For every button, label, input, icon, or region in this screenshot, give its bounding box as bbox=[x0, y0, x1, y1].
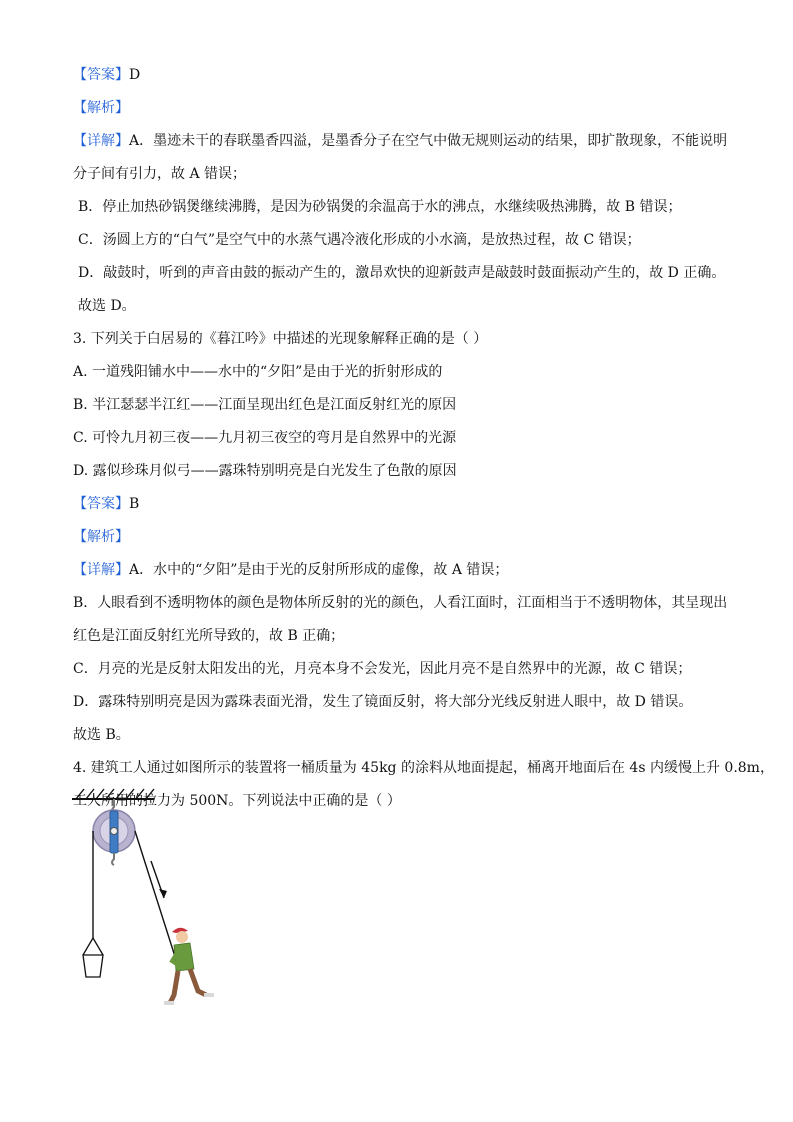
bucket bbox=[83, 955, 103, 977]
arrow-icon bbox=[151, 861, 167, 898]
q2-detail-a-line1 bbox=[73, 132, 727, 150]
detail-text: A．水中的“夕阳”是由于光的反射所形成的虚像，故 A 错误； bbox=[129, 562, 509, 578]
analysis-tag: 【解析】 bbox=[73, 529, 129, 545]
q2-detail-d: D．敲鼓时，听到的声音由鼓的振动产生的，激昂欢快的迎新鼓声是敲鼓时鼓面振动产生的，故 D 正确。 bbox=[78, 265, 726, 281]
q3-option-a: A. 一道残阳铺水中——水中的“夕阳”是由于光的折射形成的 bbox=[73, 364, 443, 380]
answer-tag: 【答案】 bbox=[73, 496, 129, 512]
q3-option-c: C. 可怜九月初三夜——九月初三夜空的弯月是自然界中的光源 bbox=[73, 430, 457, 446]
rope-right bbox=[135, 831, 178, 966]
ceiling-hatch bbox=[72, 789, 154, 799]
detail-tag: 【详解】 bbox=[73, 562, 129, 578]
q2-conclusion: 故选 D。 bbox=[78, 298, 136, 314]
q4-stem-line2: 工人所用的拉力为 500N。下列说法中正确的是（ ） bbox=[73, 793, 401, 809]
q3-detail-a bbox=[73, 561, 508, 579]
answer-value: D bbox=[129, 67, 141, 83]
detail-tag: 【详解】 bbox=[73, 133, 129, 149]
worker-figure bbox=[164, 928, 214, 1005]
answer-tag: 【答案】 bbox=[73, 67, 129, 83]
q4-stem-line1: 4. 建筑工人通过如图所示的装置将一桶质量为 45kg 的涂料从地面提起，桶离开地面后在 4s 内缓慢上升 0.8m， bbox=[73, 760, 774, 776]
q3-answer-line bbox=[73, 495, 139, 513]
q3-option-b: B. 半江瑟瑟半江红——江面呈现出红色是江面反射红光的原因 bbox=[73, 397, 457, 413]
lower-hook bbox=[112, 853, 114, 865]
pulley-wheel bbox=[93, 810, 135, 853]
q3-detail-d: D．露珠特别明亮是因为露珠表面光滑，发生了镜面反射，将大部分光线反射进人眼中，故 D 错误。 bbox=[73, 694, 693, 710]
q2-detail-b: B．停止加热砂锅煲继续沸腾，是因为砂锅煲的余温高于水的沸点，水继续吸热沸腾，故 B 错误； bbox=[78, 199, 682, 215]
analysis-tag: 【解析】 bbox=[73, 100, 129, 116]
q3-conclusion: 故选 B。 bbox=[73, 727, 130, 743]
q2-detail-c: C．汤圆上方的“白气”是空气中的水蒸气遇冷液化形成的小水滴，是放热过程，故 C 错误； bbox=[78, 232, 641, 248]
pulley-figure bbox=[70, 785, 230, 1020]
q3-detail-b-line1: B．人眼看到不透明物体的颜色是物体所反射的光的颜色，人看江面时，江面相当于不透明物体，其呈现出 bbox=[73, 595, 728, 611]
answer-value: B bbox=[129, 496, 140, 512]
q3-option-d: D. 露似珍珠月似弓——露珠特别明亮是白光发生了色散的原因 bbox=[73, 463, 457, 479]
q3-detail-c: C．月亮的光是反射太阳发出的光，月亮本身不会发光，因此月亮不是自然界中的光源，故 C 错误； bbox=[73, 661, 692, 677]
q2-answer-line bbox=[73, 66, 140, 84]
detail-text: A．墨迹未干的春联墨香四溢，是墨香分子在空气中做无规则运动的结果，即扩散现象，不能说明 bbox=[129, 133, 728, 149]
q3-detail-b-line2: 红色是江面反射红光所导致的，故 B 正确； bbox=[73, 628, 345, 644]
q2-detail-a-line2: 分子间有引力，故 A 错误； bbox=[73, 166, 247, 182]
bucket-handle bbox=[83, 938, 103, 955]
q3-stem: 3. 下列关于白居易的《暮江吟》中描述的光现象解释正确的是（ ） bbox=[73, 331, 488, 347]
